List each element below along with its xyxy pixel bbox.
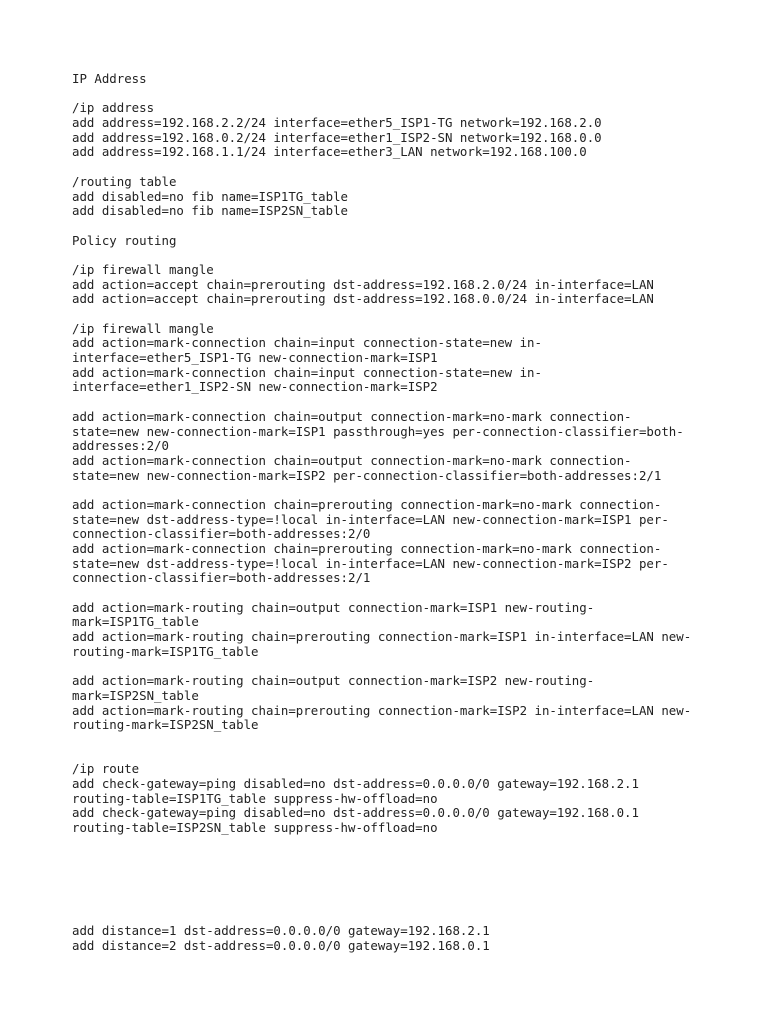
text-line: add action=mark-connection chain=prerouting connection-mark=no-mark connection- xyxy=(72,541,662,556)
text-line: state=new new-connection-mark=ISP1 passthrough=yes per-connection-classifier=both- xyxy=(72,423,684,439)
text-line: add action=mark-routing chain=output connection-mark=ISP1 new-routing- xyxy=(72,599,595,615)
text-line: connection-classifier=both-addresses:2/1 xyxy=(72,570,371,586)
blank-line xyxy=(72,483,752,498)
text-line: add action=mark-routing chain=output connection-mark=ISP2 new-routing- xyxy=(72,673,595,689)
blank-line xyxy=(72,248,752,263)
blank-line xyxy=(72,87,752,102)
blank-line xyxy=(72,880,752,895)
text-line: /routing table xyxy=(72,173,177,189)
text-line: add action=accept chain=prerouting dst-address=192.168.2.0/24 in-interface=LAN xyxy=(72,276,654,292)
text-line: add action=mark-connection chain=prerouting connection-mark=no-mark connection- xyxy=(72,496,662,512)
document-page xyxy=(72,72,752,953)
blank-line xyxy=(72,395,752,410)
text-line: add action=mark-connection chain=output connection-mark=no-mark connection- xyxy=(72,408,632,424)
blank-line xyxy=(72,865,752,880)
blank-line xyxy=(72,586,752,601)
text-line: routing-table=ISP1TG_table suppress-hw-offload=no xyxy=(72,790,438,806)
text-line: state=new dst-address-type=!local in-interface=LAN new-connection-mark=ISP1 per- xyxy=(72,511,669,527)
text-line: mark=ISP2SN_table xyxy=(72,687,199,703)
text-line: /ip firewall mangle xyxy=(72,320,214,336)
text-line: mark=ISP1TG_table xyxy=(72,614,199,630)
text-line: add action=mark-connection chain=input connection-state=new in- xyxy=(72,364,542,380)
blank-line xyxy=(72,748,752,763)
text-line: add action=accept chain=prerouting dst-address=192.168.0.0/24 in-interface=LAN xyxy=(72,291,654,307)
text-line: state=new dst-address-type=!local in-interface=LAN new-connection-mark=ISP2 per- xyxy=(72,555,669,571)
blank-line xyxy=(72,219,752,234)
text-line: add action=mark-routing chain=prerouting connection-mark=ISP1 in-interface=LAN new- xyxy=(72,629,692,645)
blank-line xyxy=(72,733,752,748)
blank-line xyxy=(72,850,752,865)
text-line: interface=ether5_ISP1-TG new-connection-mark=ISP1 xyxy=(72,350,438,366)
text-line: /ip firewall mangle xyxy=(72,261,214,277)
text-line: add address=192.168.2.2/24 interface=ether5_ISP1-TG network=192.168.2.0 xyxy=(72,115,602,131)
text-line: IP Address xyxy=(72,71,147,86)
text-line: addresses:2/0 xyxy=(72,438,169,454)
text-line: add action=mark-routing chain=prerouting connection-mark=ISP2 in-interface=LAN new- xyxy=(72,702,692,718)
text-line: Policy routing xyxy=(72,232,177,248)
text-line: add action=mark-connection chain=output connection-mark=no-mark connection- xyxy=(72,452,632,468)
text-line: add distance=2 dst-address=0.0.0.0/0 gateway=192.168.0.1 xyxy=(72,937,490,953)
blank-line xyxy=(72,160,752,175)
text-line: connection-classifier=both-addresses:2/0 xyxy=(72,526,371,542)
text-line: add address=192.168.1.1/24 interface=ether3_LAN network=192.168.100.0 xyxy=(72,144,587,160)
blank-line xyxy=(72,895,752,910)
text-line: add distance=1 dst-address=0.0.0.0/0 gateway=192.168.2.1 xyxy=(72,922,490,938)
blank-line xyxy=(72,909,752,924)
text-line: add disabled=no fib name=ISP2SN_table xyxy=(72,203,349,219)
text-line: add address=192.168.0.2/24 interface=ether1_ISP2-SN network=192.168.0.0 xyxy=(72,129,602,145)
text-line: add disabled=no fib name=ISP1TG_table xyxy=(72,188,349,204)
text-line: routing-table=ISP2SN_table suppress-hw-offload=no xyxy=(72,820,438,836)
text-line: interface=ether1_ISP2-SN new-connection-mark=ISP2 xyxy=(72,379,438,395)
blank-line xyxy=(72,836,752,851)
text-line: routing-mark=ISP1TG_table xyxy=(72,643,259,659)
text-line: /ip route xyxy=(72,761,140,777)
blank-line xyxy=(72,660,752,675)
text-line: /ip address xyxy=(72,100,155,116)
blank-line xyxy=(72,307,752,322)
text-line: routing-mark=ISP2SN_table xyxy=(72,717,259,733)
text-line: state=new new-connection-mark=ISP2 per-connection-classifier=both-addresses:2/1 xyxy=(72,467,662,483)
text-line: add check-gateway=ping disabled=no dst-address=0.0.0.0/0 gateway=192.168.2.1 xyxy=(72,776,639,791)
text-line: add check-gateway=ping disabled=no dst-address=0.0.0.0/0 gateway=192.168.0.1 xyxy=(72,805,639,821)
text-line: add action=mark-connection chain=input connection-state=new in- xyxy=(72,335,542,351)
